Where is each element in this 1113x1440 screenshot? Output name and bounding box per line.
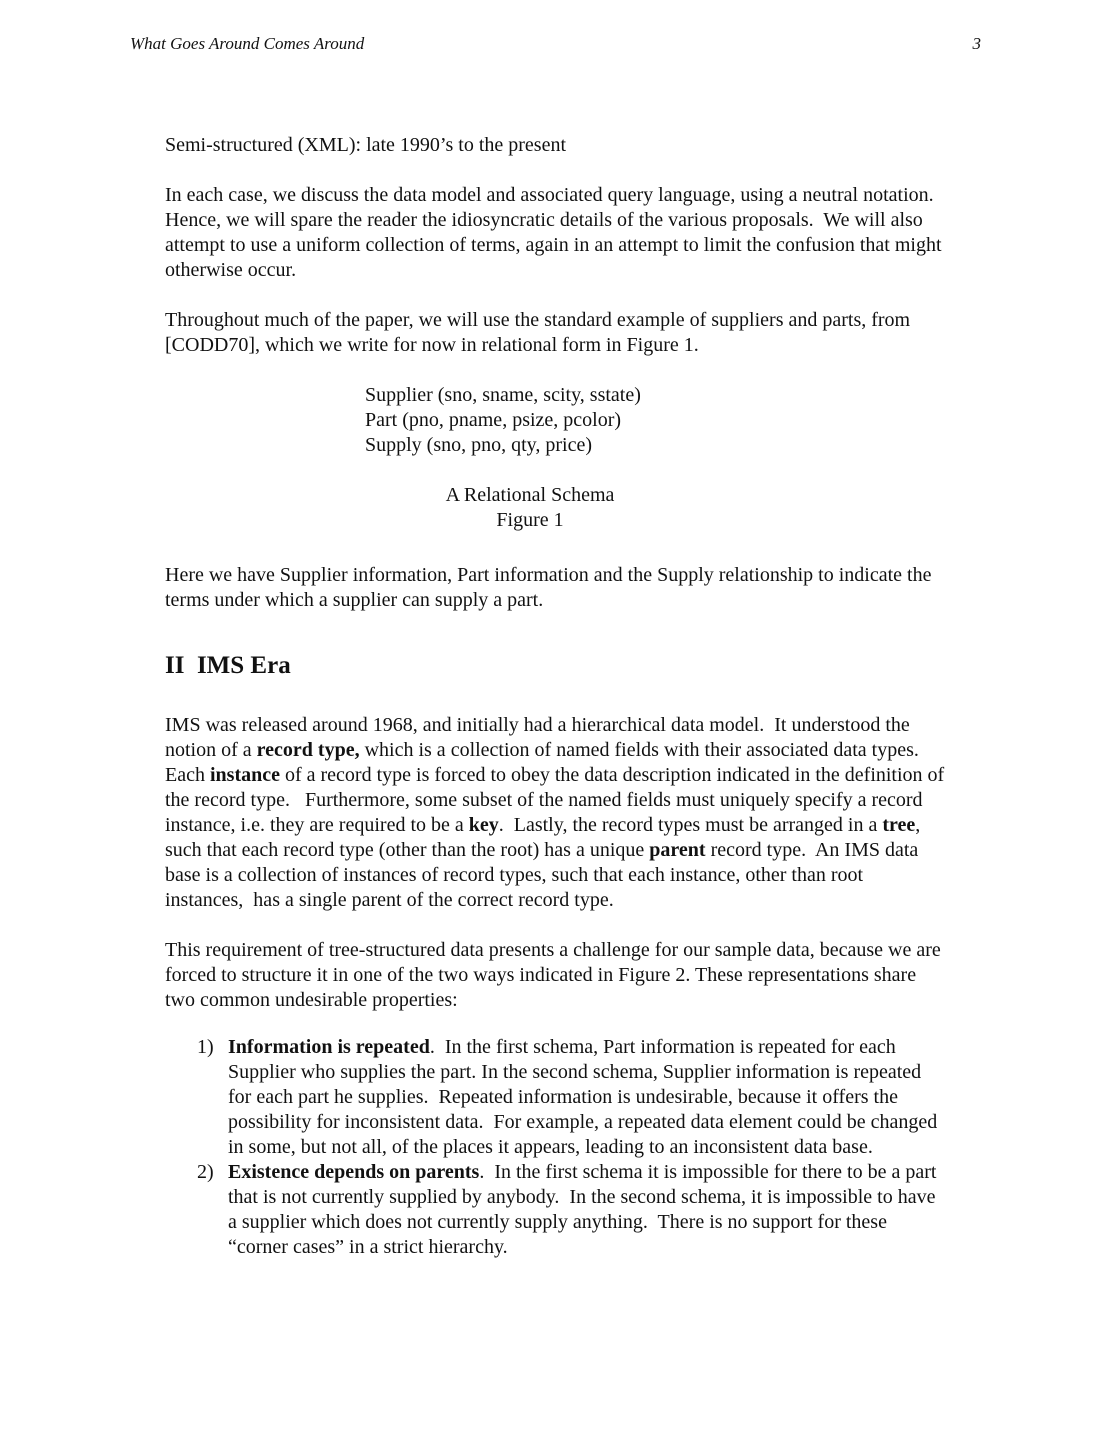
paragraph-requirement: This requirement of tree-structured data presents a challenge for our sample data, because we are forced to structure it in one of the two ways indicated in Figure 2. These representations share two common undesirable properties: [165, 939, 946, 1011]
header-title: What Goes Around Comes Around [130, 34, 365, 53]
list-item-number: 2) [197, 1161, 214, 1183]
paragraph-ims-released: IMS was released around 1968, and initially had a hierarchical data model. It understood the notion of a record type, which is a collection of named fields with their associated data types. Each instance of a record type is forced to obey the data description indicated in the definition of the record type. Furthermore, some subset of the named fields must uniquely specify a record instance, i.e. they are required to be a key. Lastly, the record types must be arranged in a tree, such that each record type (other than the root) has a unique parent record type. An IMS data base is a collection of instances of record types, such that each instance, other than root instances, has a single parent of the correct record type. [165, 714, 950, 911]
paragraph-here-we-have: Here we have Supplier information, Part information and the Supply relationship to indicate the terms under which a supplier can supply a part. [165, 564, 937, 611]
page-body [165, 133, 950, 1260]
running-header [0, 0, 1113, 54]
list-item [197, 1035, 945, 1160]
list-item-number: 1) [197, 1036, 214, 1058]
numbered-list [197, 1035, 945, 1260]
relational-schema-block [365, 383, 945, 458]
schema-line-supply: Supply (sno, pno, qty, price) [365, 434, 593, 456]
list-item [197, 1160, 945, 1260]
schema-line-supplier: Supplier (sno, sname, scity, sstate) [365, 384, 641, 406]
paragraph-semi-structured: Semi-structured (XML): late 1990’s to the present [165, 134, 567, 156]
header-page-number: 3 [972, 34, 981, 53]
figure-caption [165, 483, 895, 533]
figure-caption-title: A Relational Schema [445, 484, 615, 506]
list-item-text: Existence depends on parents. In the first schema it is impossible for there to be a part that is not currently supplied by anybody. In the second schema, it is impossible to have a supplier which does not currently supply anything. There is no support for these “corner cases” in a strict hierarchy. [228, 1161, 942, 1258]
paragraph-each-case: In each case, we discuss the data model and associated query language, using a neutral notation. Hence, we will spare the reader the idiosyncratic details of the various proposals. We will also attempt to use a uniform collection of terms, again in an attempt to limit the confusion that might otherwise occur. [165, 184, 947, 281]
schema-line-part: Part (pno, pname, psize, pcolor) [365, 409, 622, 431]
paragraph-throughout: Throughout much of the paper, we will use the standard example of suppliers and parts, from [CODD70], which we write for now in relational form in Figure 1. [165, 309, 916, 356]
figure-caption-label: Figure 1 [496, 509, 564, 531]
list-item-text: Information is repeated. In the first schema, Part information is repeated for each Supplier who supplies the part. In the second schema, Supplier information is repeated for each part he supplies. Repeated information is undesirable, because it offers the possibility for inconsistent data. For example, a repeated data element could be changed in some, but not all, of the places it appears, leading to an inconsistent data base. [228, 1036, 943, 1158]
section-heading-ims-era: II IMS Era [165, 652, 291, 679]
